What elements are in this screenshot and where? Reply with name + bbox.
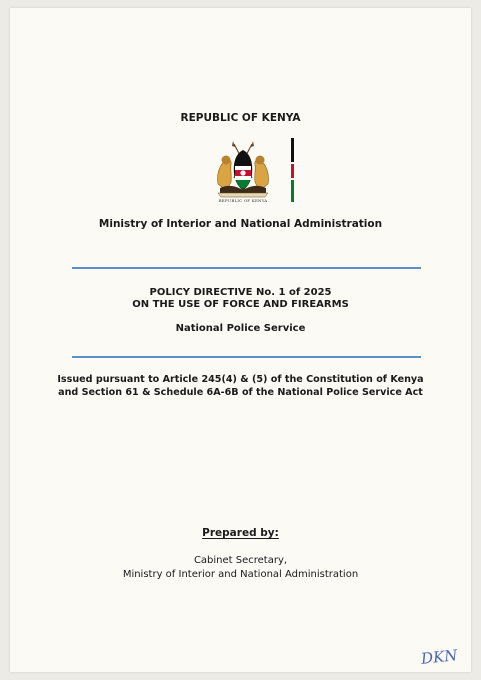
service-name: National Police Service	[175, 323, 306, 334]
handwritten-initials: DKN	[420, 646, 459, 668]
prepared-by-heading: Prepared by:	[202, 527, 279, 539]
flag-colour-bar	[291, 138, 294, 202]
preparer-ministry: Ministry of Interior and National Administration	[122, 569, 359, 580]
preparer-title: Cabinet Secretary,	[193, 555, 288, 566]
divider-bottom	[72, 356, 421, 358]
document-page	[10, 8, 471, 672]
legal-basis-line-2: and Section 61 & Schedule 6A-6B of the National Police Service Act	[58, 387, 423, 398]
legal-basis-line-1: Issued pursuant to Article 245(4) & (5) of the Constitution of Kenya	[57, 374, 424, 385]
divider-top	[72, 267, 421, 269]
ministry-heading: Ministry of Interior and National Administration	[98, 218, 383, 230]
country-heading: REPUBLIC OF KENYA	[180, 112, 301, 124]
coat-of-arms-caption: REPUBLIC OF KENYA	[218, 198, 268, 203]
directive-title: POLICY DIRECTIVE No. 1 of 2025	[149, 287, 332, 298]
directive-subtitle: ON THE USE OF FORCE AND FIREARMS	[132, 299, 349, 310]
coat-of-arms-icon	[212, 138, 274, 206]
